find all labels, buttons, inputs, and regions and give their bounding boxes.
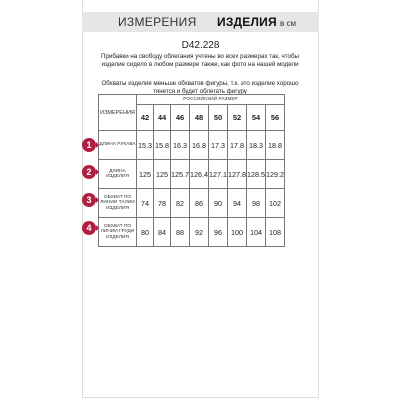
table-cell: 94	[228, 189, 247, 218]
table-cell: 90	[209, 189, 228, 218]
badge-pointer-icon	[96, 169, 99, 175]
table-cell: 128.5	[247, 160, 266, 189]
size-header: 56	[266, 105, 285, 131]
table-row	[99, 160, 285, 189]
row-label: ОБХВАТ ПО ЛИНИИ ТАЛИИ ИЗДЕЛИЯ	[99, 189, 137, 218]
table-cell: 129.2	[266, 160, 285, 189]
measurements-header: ИЗМЕРЕНИЯ	[99, 95, 137, 131]
table-cell: 88	[171, 218, 190, 247]
table-cell: 82	[171, 189, 190, 218]
table-cell: 126.4	[190, 160, 209, 189]
size-header: 50	[209, 105, 228, 131]
table-cell: 86	[190, 189, 209, 218]
size-header: 52	[228, 105, 247, 131]
table-cell: 125	[154, 160, 171, 189]
table-cell: 84	[154, 218, 171, 247]
note-ease: Прибавки на свободу облегания учтены во всех размерах так, чтобы изделие сидело в любом размере также, как фото на нашей модели	[101, 53, 299, 68]
badge-pointer-icon	[96, 197, 99, 203]
row-number-badge: 4	[82, 221, 96, 235]
title-part-1: ИЗМЕРЕНИЯ	[118, 15, 197, 29]
table-cell: 15.3	[137, 131, 154, 160]
size-header: 46	[171, 105, 190, 131]
table-cell: 78	[154, 189, 171, 218]
table-cell: 127.8	[228, 160, 247, 189]
table-cell: 15.8	[154, 131, 171, 160]
product-code: D42.228	[181, 40, 220, 51]
note-stretch: Обхваты изделия меньше обхватов фигуры, т.к. это изделие хорошо тянется и будет облегать фигуру	[101, 80, 299, 95]
row-label: ОБХВАТ ПО ЛИНИИ ГРУДИ ИЗДЕЛИЯ	[99, 218, 137, 247]
row-number-badge: 1	[82, 138, 96, 152]
title-part-2: ИЗДЕЛИЯ	[217, 15, 277, 29]
title-unit: в см	[280, 19, 296, 28]
badge-pointer-icon	[96, 225, 99, 231]
row-label: ДЛИНА ИЗДЕЛИЯ	[99, 160, 137, 189]
row-label: ДЛИНА РУКАВА	[99, 131, 137, 160]
row-number-badge: 2	[82, 165, 96, 179]
size-header: 54	[247, 105, 266, 131]
table-cell: 127.1	[209, 160, 228, 189]
table-row	[99, 189, 285, 218]
table-cell: 18.3	[247, 131, 266, 160]
table-cell: 102	[266, 189, 285, 218]
size-header: 44	[154, 105, 171, 131]
table-cell: 18.8	[266, 131, 285, 160]
table-cell: 17.3	[209, 131, 228, 160]
table-cell: 125	[137, 160, 154, 189]
table-cell: 125.7	[171, 160, 190, 189]
table-cell: 92	[190, 218, 209, 247]
table-cell: 104	[247, 218, 266, 247]
russian-size-header: РОССИЙСКИЙ РАЗМЕР	[137, 95, 285, 105]
table-cell: 108	[266, 218, 285, 247]
size-header: 48	[190, 105, 209, 131]
table-cell: 74	[137, 189, 154, 218]
size-table	[98, 94, 285, 247]
table-cell: 17.8	[228, 131, 247, 160]
title-bar	[82, 12, 319, 32]
badge-pointer-icon	[96, 142, 99, 148]
size-header: 42	[137, 105, 154, 131]
table-cell: 100	[228, 218, 247, 247]
table-cell: 16.8	[190, 131, 209, 160]
table-cell: 98	[247, 189, 266, 218]
table-cell: 80	[137, 218, 154, 247]
table-cell: 16.3	[171, 131, 190, 160]
table-cell: 96	[209, 218, 228, 247]
table-row	[99, 218, 285, 247]
table-row	[99, 131, 285, 160]
row-number-badge: 3	[82, 193, 96, 207]
